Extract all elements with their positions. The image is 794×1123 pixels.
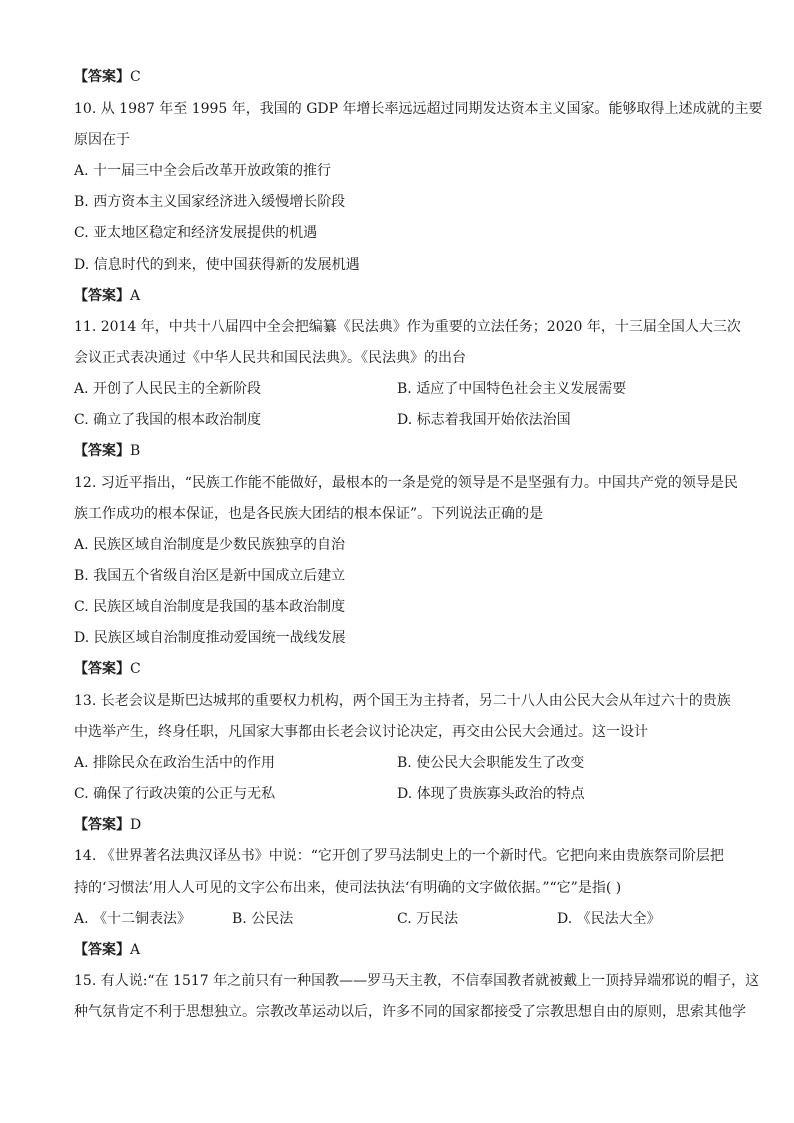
option-c: C. 确保了行政决策的公正与无私 [74, 786, 276, 802]
option-b: B. 公民法 [232, 911, 294, 927]
answer-label: 【答案】 [74, 942, 130, 958]
question-stem-line: 14. 《世界著名法典汉译丛书》中说：“它开创了罗马法制史上的一个新时代。它把向来由贵族祭司阶层把 [74, 848, 724, 864]
answer-label: 【答案】 [74, 817, 130, 833]
answer-value: B [130, 443, 141, 459]
question-stem-line: 持的‘习惯法’用人人可见的文字公布出来，使司法执法‘有明确的文字做依据。”“它”是指( ) [74, 880, 622, 896]
option-a: A. 排除民众在政治生活中的作用 [74, 755, 276, 771]
option-c: C. 确立了我国的根本政治制度 [74, 412, 262, 428]
option-c: C. 万民法 [397, 911, 459, 927]
question-stem-line: 种气氛肯定不利于思想独立。宗教改革运动以后，许多不同的国家都接受了宗教思想自由的原则，思索其他学 [74, 1004, 746, 1020]
option-a: A. 开创了人民民主的全新阶段 [74, 381, 262, 397]
option-d: D. 标志着我国开始依法治国 [397, 412, 571, 428]
question-stem-line: 10. 从 1987 年至 1995 年，我国的 GDP 年增长率远远超过同期发达资本主义国家。能够取得上述成就的主要 [74, 101, 763, 117]
option-b: B. 我国五个省级自治区是新中国成立后建立 [74, 568, 346, 584]
option-a: A. 《十二铜表法》 [74, 911, 192, 927]
answer-line [74, 660, 141, 678]
answer-value: A [130, 942, 141, 958]
answer-line [74, 442, 140, 460]
question-stem-line: 15. 有人说:“在 1517 年之前只有一种国教——罗马天主教，不信奉国教者就被戴上一顶持异端邪说的帽子，这 [74, 973, 760, 989]
answer-label: 【答案】 [74, 661, 130, 677]
option-c: C. 亚太地区稳定和经济发展提供的机遇 [74, 225, 318, 241]
question-stem-line: 会议正式表决通过《中华人民共和国民法典》。《民法典》的出台 [74, 350, 466, 366]
option-d: D. 《民法大全》 [557, 911, 661, 927]
option-a: A. 十一届三中全会后改革开放政策的推行 [74, 163, 332, 179]
answer-line [74, 816, 141, 834]
question-stem-line: 中选举产生，终身任职，凡国家大事都由长老会议讨论决定，再交由公民大会通过。这一设计 [74, 724, 648, 740]
answer-value: D [130, 817, 142, 833]
question-stem-line: 11. 2014 年，中共十八届四中全会把编纂《民法典》作为重要的立法任务；2020 年，十三届全国人大三次 [74, 319, 741, 335]
option-b: B. 使公民大会职能发生了改变 [397, 755, 585, 771]
answer-line [74, 941, 140, 959]
answer-label: 【答案】 [74, 443, 130, 459]
question-stem-line: 原因在于 [74, 132, 130, 148]
option-b: B. 西方资本主义国家经济进入缓慢增长阶段 [74, 194, 346, 210]
question-stem-line: 12. 习近平指出，“民族工作能不能做好，最根本的一条是党的领导是不是坚强有力。中国共产党的领导是民 [74, 475, 738, 491]
option-d: D. 体现了贵族寡头政治的特点 [397, 786, 585, 802]
option-d: D. 信息时代的到来，使中国获得新的发展机遇 [74, 257, 360, 273]
answer-line [74, 68, 141, 86]
answer-value: C [130, 69, 141, 85]
question-stem-line: 13. 长老会议是斯巴达城邦的重要权力机构，两个国王为主持者，另二十八人由公民大会从年过六十的贵族 [74, 693, 731, 709]
answer-label: 【答案】 [74, 69, 130, 85]
answer-value: A [130, 288, 141, 304]
question-stem-line: 族工作成功的根本保证，也是各民族大团结的根本保证”。下列说法正确的是 [74, 506, 544, 522]
answer-line [74, 287, 140, 305]
answer-label: 【答案】 [74, 288, 130, 304]
option-b: B. 适应了中国特色社会主义发展需要 [397, 381, 627, 397]
answer-value: C [130, 661, 141, 677]
option-d: D. 民族区域自治制度推动爱国统一战线发展 [74, 630, 346, 646]
option-a: A. 民族区域自治制度是少数民族独享的自治 [74, 537, 346, 553]
option-c: C. 民族区域自治制度是我国的基本政治制度 [74, 599, 346, 615]
